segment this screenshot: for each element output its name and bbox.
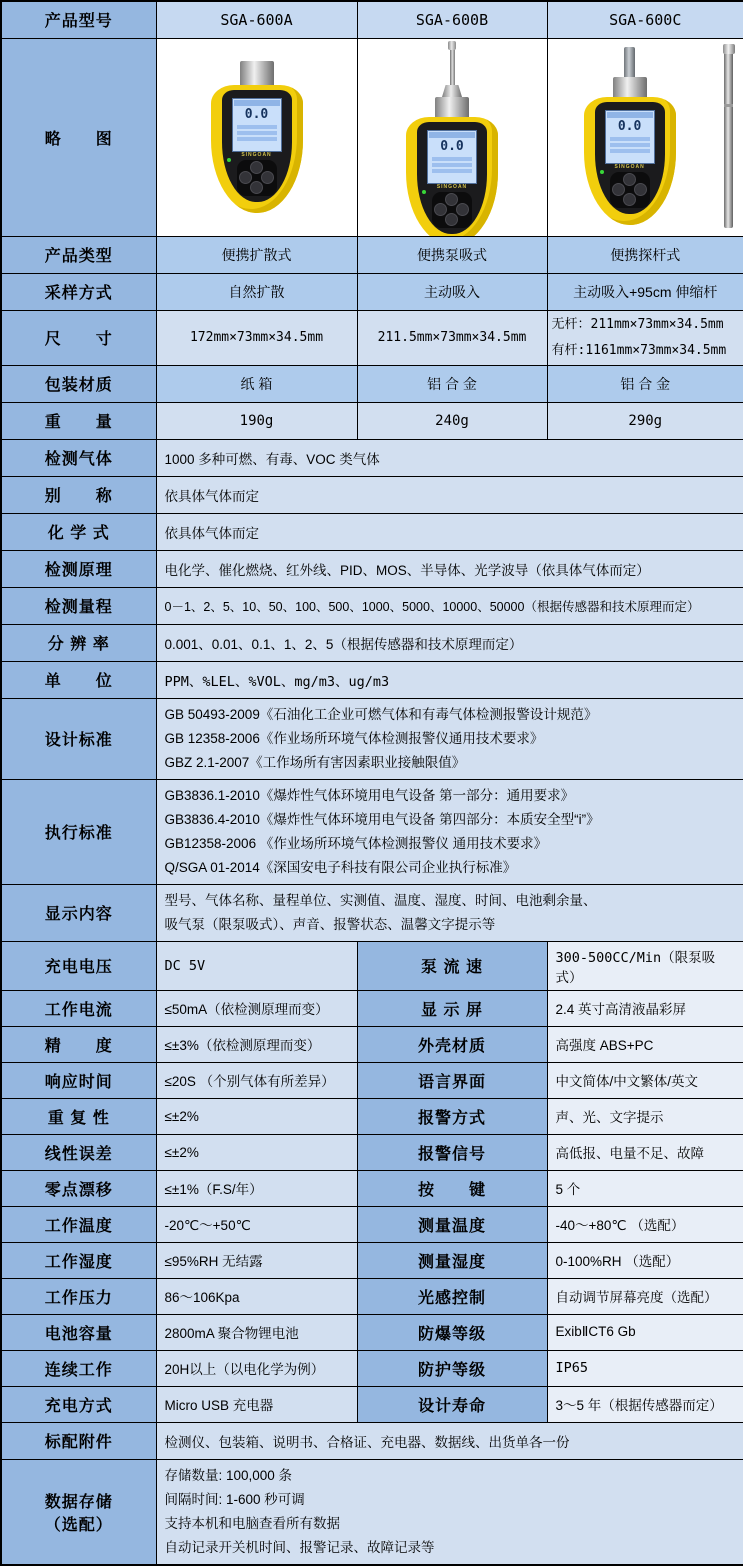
spec-value: 高强度 ABS+PC — [547, 1026, 743, 1062]
table-row — [1, 1062, 743, 1098]
table-row — [1, 1242, 743, 1278]
row-label-buttons: 按 键 — [357, 1170, 547, 1206]
table-row — [1, 1386, 743, 1422]
storage-line: 存储数量: 100,000 条 — [165, 1464, 736, 1488]
storage-line: 间隔时间: 1-600 秒可调 — [165, 1488, 736, 1512]
row-label-repeatability: 重 复 性 — [1, 1098, 156, 1134]
spec-value: 便携泵吸式 — [357, 236, 547, 273]
spec-value: -20℃～+50℃ — [156, 1206, 357, 1242]
brand-text: SINGOAN — [417, 184, 487, 191]
row-label-language: 语言界面 — [357, 1062, 547, 1098]
table-row — [1, 402, 743, 439]
row-label-working-temp: 工作温度 — [1, 1206, 156, 1242]
table-row — [1, 1459, 743, 1565]
row-label-range: 检测量程 — [1, 587, 156, 624]
spec-value: 0.001、0.01、0.1、1、2、5（根据传感器和技术原理而定） — [156, 624, 743, 661]
row-label-measure-temp: 测量温度 — [357, 1206, 547, 1242]
gas-detector-image-c — [548, 41, 743, 233]
table-row — [1, 1278, 743, 1314]
row-label-unit: 单 位 — [1, 661, 156, 698]
table-row — [1, 476, 743, 513]
row-label-principle: 检测原理 — [1, 550, 156, 587]
table-row — [1, 1422, 743, 1459]
status-led — [600, 170, 604, 174]
spec-value — [547, 310, 743, 365]
standard-line: GB3836.4-2010《爆炸性气体环境用电气设备 第四部分：本质安全型“i”》 — [165, 808, 736, 832]
button-pad — [610, 172, 650, 208]
spec-value: 主动吸入 — [357, 273, 547, 310]
spec-value: 2.4 英寸高清液晶彩屏 — [547, 990, 743, 1026]
table-row — [1, 779, 743, 884]
model-name-a: SGA-600A — [156, 1, 357, 38]
table-row — [1, 941, 743, 990]
storage-line: 支持本机和电脑查看所有数据 — [165, 1512, 736, 1536]
row-label-explosionproof: 防爆等级 — [357, 1314, 547, 1350]
spec-value: ≤50mA（依检测原理而变） — [156, 990, 357, 1026]
row-label-product-model: 产品型号 — [1, 1, 156, 38]
model-name-c: SGA-600C — [547, 1, 743, 38]
table-row — [1, 310, 743, 365]
row-label-zero-drift: 零点漂移 — [1, 1170, 156, 1206]
row-label-alias: 别 称 — [1, 476, 156, 513]
spec-value: IP65 — [547, 1350, 743, 1386]
spec-value: 便携探杆式 — [547, 236, 743, 273]
row-label-display-screen: 显 示 屏 — [357, 990, 547, 1026]
device-body — [584, 97, 676, 225]
row-label-sketch: 略 图 — [1, 38, 156, 236]
screen-reading: 0.0 — [233, 107, 281, 123]
spec-value: 300-500CC/Min（限泵吸式） — [547, 941, 743, 990]
dimension-without-rod: 无杆：211mm×73mm×34.5mm — [548, 312, 743, 338]
table-row — [1, 365, 743, 402]
spec-value: 20H以上（以电化学为例） — [156, 1350, 357, 1386]
device-body — [211, 85, 303, 213]
row-label-chemical-formula: 化 学 式 — [1, 513, 156, 550]
row-label-protection-grade: 防护等级 — [357, 1350, 547, 1386]
spec-value: 自动调节屏幕亮度（选配） — [547, 1278, 743, 1314]
probe-rod — [450, 49, 455, 85]
row-label-gases: 检测气体 — [1, 439, 156, 476]
spec-value: 依具体气体而定 — [156, 513, 743, 550]
screen-reading: 0.0 — [606, 119, 654, 135]
row-label-accuracy: 精 度 — [1, 1026, 156, 1062]
table-row — [1, 513, 743, 550]
spec-value: ≤±1%（F.S/年） — [156, 1170, 357, 1206]
spec-value: 电化学、催化燃烧、红外线、PID、MOS、半导体、光学波导（依具体气体而定） — [156, 550, 743, 587]
brand-text: SINGOAN — [595, 164, 665, 171]
spec-value: 86～106Kpa — [156, 1278, 357, 1314]
row-label-linearity-error: 线性误差 — [1, 1134, 156, 1170]
spec-value: ≤20S （个别气体有所差异） — [156, 1062, 357, 1098]
display-line: 吸气泵（限泵吸式）、声音、报警状态、温馨文字提示等 — [165, 913, 736, 937]
screen-reading: 0.0 — [428, 139, 476, 155]
spec-value: 5 个 — [547, 1170, 743, 1206]
row-label-design-life: 设计寿命 — [357, 1386, 547, 1422]
row-label-working-humidity: 工作湿度 — [1, 1242, 156, 1278]
row-label-accessories: 标配附件 — [1, 1422, 156, 1459]
probe-tube — [624, 47, 635, 77]
standard-line: GB 50493-2009《石油化工企业可燃气体和有毒气体检测报警设计规范》 — [165, 703, 736, 727]
gas-detector-image-a — [157, 41, 357, 233]
table-row — [1, 1026, 743, 1062]
brand-text: SINGOAN — [222, 152, 292, 159]
sensor-inlet — [613, 77, 647, 99]
display-line: 型号、气体名称、量程单位、实测值、温度、湿度、时间、电池剩余量、 — [165, 889, 736, 913]
sensor-inlet — [435, 97, 469, 119]
spec-value: 高低报、电量不足、故障 — [547, 1134, 743, 1170]
sensor-inlet — [240, 61, 274, 87]
row-label-alarm-signal: 报警信号 — [357, 1134, 547, 1170]
row-label-pump-flow: 泵 流 速 — [357, 941, 547, 990]
spec-value — [156, 884, 743, 941]
table-row — [1, 884, 743, 941]
device-body — [406, 117, 498, 236]
spec-value: 240g — [357, 402, 547, 439]
spec-value: Micro USB 充电器 — [156, 1386, 357, 1422]
model-name-b: SGA-600B — [357, 1, 547, 38]
status-led — [422, 190, 426, 194]
spec-value: ≤95%RH 无结露 — [156, 1242, 357, 1278]
gas-detector-image-b — [358, 41, 547, 233]
spec-value: 依具体气体而定 — [156, 476, 743, 513]
row-label-dimensions: 尺 寸 — [1, 310, 156, 365]
row-label-data-storage — [1, 1459, 156, 1565]
spec-value: 铝 合 金 — [547, 365, 743, 402]
product-image-cell-c — [547, 38, 743, 236]
row-label-charge-voltage: 充电电压 — [1, 941, 156, 990]
table-row — [1, 1098, 743, 1134]
spec-value: ExibⅡCT6 Gb — [547, 1314, 743, 1350]
row-label-resolution: 分 辨 率 — [1, 624, 156, 661]
row-label-exec-standard: 执行标准 — [1, 779, 156, 884]
table-row — [1, 439, 743, 476]
standard-line: GB3836.1-2010《爆炸性气体环境用电气设备 第一部分：通用要求》 — [165, 784, 736, 808]
row-label-working-current: 工作电流 — [1, 990, 156, 1026]
device-screen — [232, 98, 282, 152]
spec-value: 0-100%RH （选配） — [547, 1242, 743, 1278]
spec-value: 2800mA 聚合物锂电池 — [156, 1314, 357, 1350]
table-row — [1, 1, 743, 38]
storage-label-line: 数据存储 — [2, 1489, 156, 1512]
spec-value: 自然扩散 — [156, 273, 357, 310]
spec-value: 290g — [547, 402, 743, 439]
table-row — [1, 550, 743, 587]
spec-value: 纸 箱 — [156, 365, 357, 402]
table-row — [1, 1134, 743, 1170]
spec-value — [156, 698, 743, 779]
row-label-alarm-mode: 报警方式 — [357, 1098, 547, 1134]
spec-value: 主动吸入+95cm 伸缩杆 — [547, 273, 743, 310]
button-pad — [432, 192, 472, 228]
standard-line: Q/SGA 01-2014《深国安电子科技有限公司企业执行标准》 — [165, 856, 736, 880]
spec-value: 0－1、2、5、10、50、100、500、1000、5000、10000、50000（根据传感器和技术原理而定） — [156, 587, 743, 624]
spec-value: 中文简体/中文繁体/英文 — [547, 1062, 743, 1098]
row-label-shell-material: 外壳材质 — [357, 1026, 547, 1062]
table-row — [1, 1314, 743, 1350]
spec-value: 声、光、文字提示 — [547, 1098, 743, 1134]
row-label-display-content: 显示内容 — [1, 884, 156, 941]
row-label-response-time: 响应时间 — [1, 1062, 156, 1098]
spec-value: ≤±2% — [156, 1098, 357, 1134]
table-row — [1, 273, 743, 310]
table-row — [1, 1206, 743, 1242]
standard-line: GB 12358-2006《作业场所环境气体检测报警仪通用技术要求》 — [165, 727, 736, 751]
row-label-working-pressure: 工作压力 — [1, 1278, 156, 1314]
telescopic-rod — [724, 44, 733, 228]
button-pad — [237, 160, 277, 196]
spec-value: 190g — [156, 402, 357, 439]
row-label-battery: 电池容量 — [1, 1314, 156, 1350]
product-image-cell-a — [156, 38, 357, 236]
spec-value: 3～5 年（根据传感器而定） — [547, 1386, 743, 1422]
table-row — [1, 661, 743, 698]
spec-value — [156, 1459, 743, 1565]
storage-label-line: （选配） — [2, 1512, 156, 1535]
table-row — [1, 624, 743, 661]
spec-value: 检测仪、包装箱、说明书、合格证、充电器、数据线、出货单各一份 — [156, 1422, 743, 1459]
spec-value: ≤±2% — [156, 1134, 357, 1170]
product-image-cell-b — [357, 38, 547, 236]
spec-value: -40～+80℃ （选配） — [547, 1206, 743, 1242]
row-label-design-standard: 设计标准 — [1, 698, 156, 779]
row-label-packaging: 包装材质 — [1, 365, 156, 402]
row-label-continuous-work: 连续工作 — [1, 1350, 156, 1386]
device-screen — [605, 110, 655, 164]
spec-value: ≤±3%（依检测原理而变） — [156, 1026, 357, 1062]
row-label-product-type: 产品类型 — [1, 236, 156, 273]
spec-value: 1000 多种可燃、有毒、VOC 类气体 — [156, 439, 743, 476]
row-label-light-control: 光感控制 — [357, 1278, 547, 1314]
table-row — [1, 698, 743, 779]
status-led — [227, 158, 231, 162]
spec-value — [156, 779, 743, 884]
spec-value: PPM、%LEL、%VOL、mg/m3、ug/m3 — [156, 661, 743, 698]
spec-value: DC 5V — [156, 941, 357, 990]
storage-line: 自动记录开关机时间、报警记录、故障记录等 — [165, 1536, 736, 1560]
row-label-measure-humidity: 测量湿度 — [357, 1242, 547, 1278]
spec-value: 211.5mm×73mm×34.5mm — [357, 310, 547, 365]
spec-value: 铝 合 金 — [357, 365, 547, 402]
table-row — [1, 236, 743, 273]
dimension-with-rod: 有杆:1161mm×73mm×34.5mm — [548, 338, 743, 364]
row-label-sampling: 采样方式 — [1, 273, 156, 310]
row-label-weight: 重 量 — [1, 402, 156, 439]
table-row — [1, 1350, 743, 1386]
table-row — [1, 587, 743, 624]
standard-line: GBZ 2.1-2007《工作场所有害因素职业接触限值》 — [165, 751, 736, 775]
spec-value: 便携扩散式 — [156, 236, 357, 273]
probe-cone — [442, 85, 462, 97]
table-row — [1, 990, 743, 1026]
table-row — [1, 38, 743, 236]
spec-value: 172mm×73mm×34.5mm — [156, 310, 357, 365]
device-screen — [427, 130, 477, 184]
table-row — [1, 1170, 743, 1206]
standard-line: GB12358-2006 《作业场所环境气体检测报警仪 通用技术要求》 — [165, 832, 736, 856]
row-label-charging-method: 充电方式 — [1, 1386, 156, 1422]
